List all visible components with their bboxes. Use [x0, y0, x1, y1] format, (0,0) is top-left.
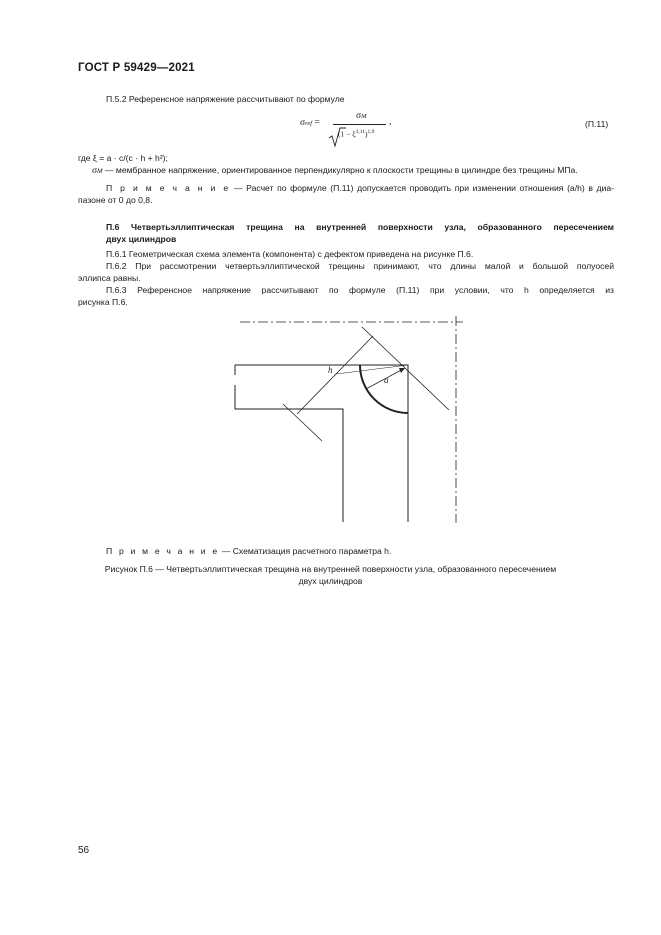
paragraph-p6-3-line-1: П.6.3 Референсное напряжение рассчитывают по формуле (П.11) при условии, что h определяется из — [106, 285, 614, 295]
paragraph-p5-2: П.5.2 Референсное напряжение рассчитывают по формуле — [106, 94, 345, 104]
document-header: ГОСТ Р 59429—2021 — [78, 62, 195, 74]
label-h: h — [328, 365, 333, 375]
extension-line-lower — [283, 404, 322, 441]
formula-trailing: , — [389, 117, 392, 127]
note-1-line-1: П р и м е ч а н и е — Расчет по формуле (П.11) допускается проводить при изменении отношения (a/h) в диа- — [106, 183, 614, 193]
figure-caption-line-1: Рисунок П.6 — Четвертьэллиптическая трещина на внутренней поверхности узла, образованного пересечением — [104, 564, 557, 574]
page-number: 56 — [78, 845, 90, 856]
xi-definition: где ξ = a · c/(c · h + h²); — [78, 153, 168, 163]
label-a: a — [384, 375, 389, 385]
figure-caption-line-2: двух цилиндров — [298, 576, 363, 586]
sigma-m-definition: σM — мембранное напряжение, ориентированное перпендикулярно к плоскости трещины в цилиндре без трещины МПа. — [92, 165, 578, 176]
section-title-line-1: П.6 Четвертьэллиптическая трещина на внутренней поверхности узла, образованного пересечением — [106, 222, 614, 232]
extension-line-upper — [362, 327, 449, 410]
formula-lhs: σref = — [300, 118, 320, 128]
paragraph-p6-1: П.6.1 Геометрическая схема элемента (компонента) с дефектом приведена на рисунке П.6. — [106, 249, 474, 259]
inner-contour — [235, 385, 343, 522]
formula-numerator: σM — [356, 111, 367, 121]
formula-number: (П.11) — [585, 119, 609, 129]
paragraph-p6-3-line-2: рисунка П.6. — [78, 297, 128, 307]
formula-denominator: $(1 - \xi^{3,11})^{1,9}$ — [338, 129, 375, 139]
note-2: П р и м е ч а н и е — Схематизация расчетного параметра h. — [106, 546, 392, 556]
paragraph-p6-2-line-2: эллипса равны. — [78, 273, 141, 283]
note-1-line-2: пазоне от 0 до 0,8. — [78, 195, 153, 205]
paragraph-p6-2-line-1: П.6.2 При рассмотрении четвертьэллиптической трещины принимают, что длины малой и большой полуосей — [106, 261, 614, 271]
section-title-line-2: двух цилиндров — [106, 234, 177, 244]
